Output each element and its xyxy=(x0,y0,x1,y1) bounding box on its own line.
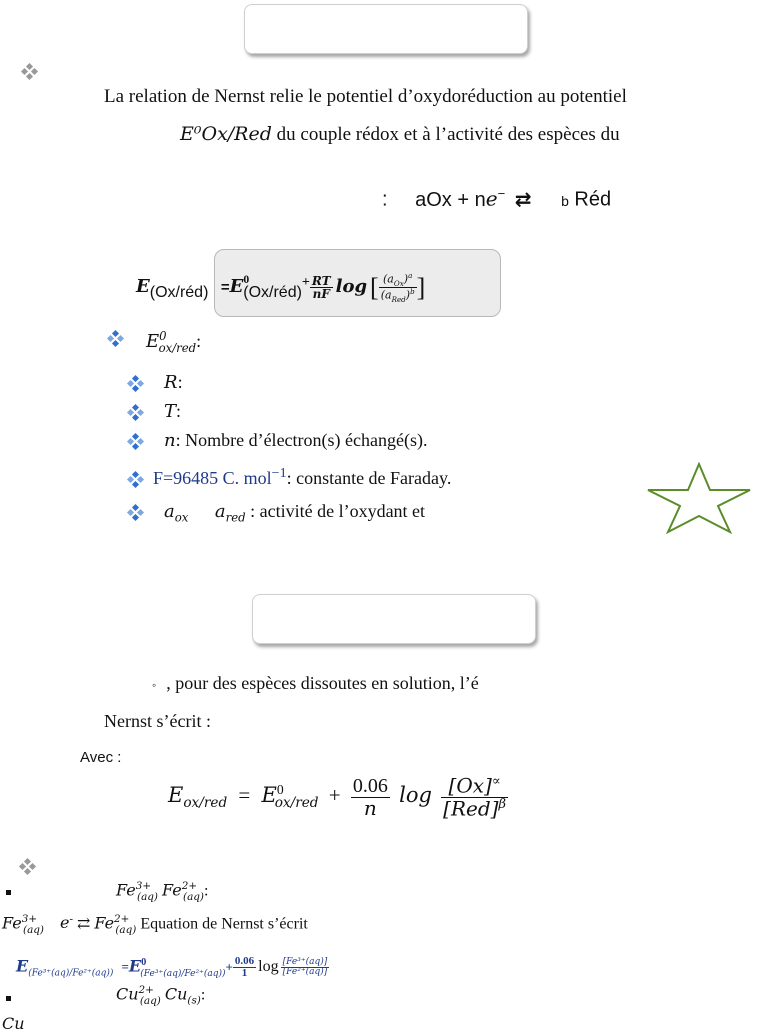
definition-activity: $a_{ox}$ $a_{red}$ : activité de l’oxydant et xyxy=(164,501,426,525)
example-fe-couple: $Fe^{3+}_{(aq)}$ $Fe^{2+}_{(aq)}$: xyxy=(116,880,209,903)
definition-n: n: Nombre d’électron(s) échangé(s). xyxy=(164,430,428,451)
title-box-middle xyxy=(252,594,536,644)
example-fe-equation: $Fe^{3+}_{(aq)}$ e- ⇄ $Fe^{2+}_{(aq)}$ Equation de Nernst s’écrit xyxy=(2,913,308,936)
standard-potential-symbol: E⁰Ox/Red xyxy=(180,123,272,145)
diamond-bullet-icon xyxy=(22,64,37,79)
example-fe-nernst: $E_{(Fe^{3+}(aq)/Fe^{2+}(aq))} =E^0_{(Fe^{3+}(aq)/Fe^{2+}(aq))}+$ $\frac{0.06}{1}$ log $\frac{\text{[Fe³⁺(aq)]}}{\text{[Fe²⁺(aq)]}}$ xyxy=(16,954,328,980)
diamond-bullet-icon xyxy=(128,376,143,391)
diamond-bullet-icon xyxy=(20,859,35,874)
definition-faraday: F=96485 C. mol$^{-1}$: constante de Faraday. xyxy=(153,466,452,488)
definition-r: R: xyxy=(164,372,183,393)
square-bullet-icon xyxy=(6,890,11,895)
nernst-simplified-formula: $E_{ox/red} = E^0_{ox/red}$ + $\frac{0.06}{n}$ log $\frac{[Ox]^\propto}{[Red]^\beta}$ xyxy=(168,773,506,821)
square-bullet-icon xyxy=(6,996,11,1001)
nernst-general-formula: E(Ox/réd) $=E^0(Ox/réd)^+$ $\frac{RT}{nF}$ log [ $\frac{(a_{Ox})^a}{(a_{Red})^b}$ ] xyxy=(136,271,426,305)
diamond-bullet-icon xyxy=(128,434,143,449)
reaction-equation: : aOx + ne− ⇄ b Réd xyxy=(382,186,612,211)
section2-nernst-line: Nernst s’écrit : xyxy=(104,711,211,731)
section2-avec-label: Avec : xyxy=(80,749,122,766)
star-icon xyxy=(646,462,752,534)
example-cu-cut-line: Cu xyxy=(2,1014,25,1033)
definition-standard-potential: $E^0_{ox/red}$: xyxy=(146,329,202,355)
equilibrium-arrow-icon: ⇄ xyxy=(76,915,91,933)
title-box-top xyxy=(244,4,528,54)
diamond-bullet-icon xyxy=(128,405,143,420)
diamond-bullet-icon xyxy=(128,505,143,520)
intro-line-1: La relation de Nernst relie le potentiel d’oxydoréduction au potentiel xyxy=(104,86,627,107)
definition-t: T: xyxy=(164,401,182,422)
equilibrium-arrow-icon: ⇄ xyxy=(514,188,532,211)
diamond-bullet-icon xyxy=(128,472,143,487)
intro-line-2: E⁰Ox/Red du couple rédox et à l’activité des espèces du xyxy=(180,123,620,145)
diamond-bullet-icon xyxy=(108,331,123,346)
section2-bullet-line: ◦ , pour des espèces dissoutes en solution, l’é xyxy=(152,673,479,693)
example-cu-couple: $Cu^{2+}_{(aq)}$ $Cu_{(s)}$: xyxy=(116,984,206,1007)
